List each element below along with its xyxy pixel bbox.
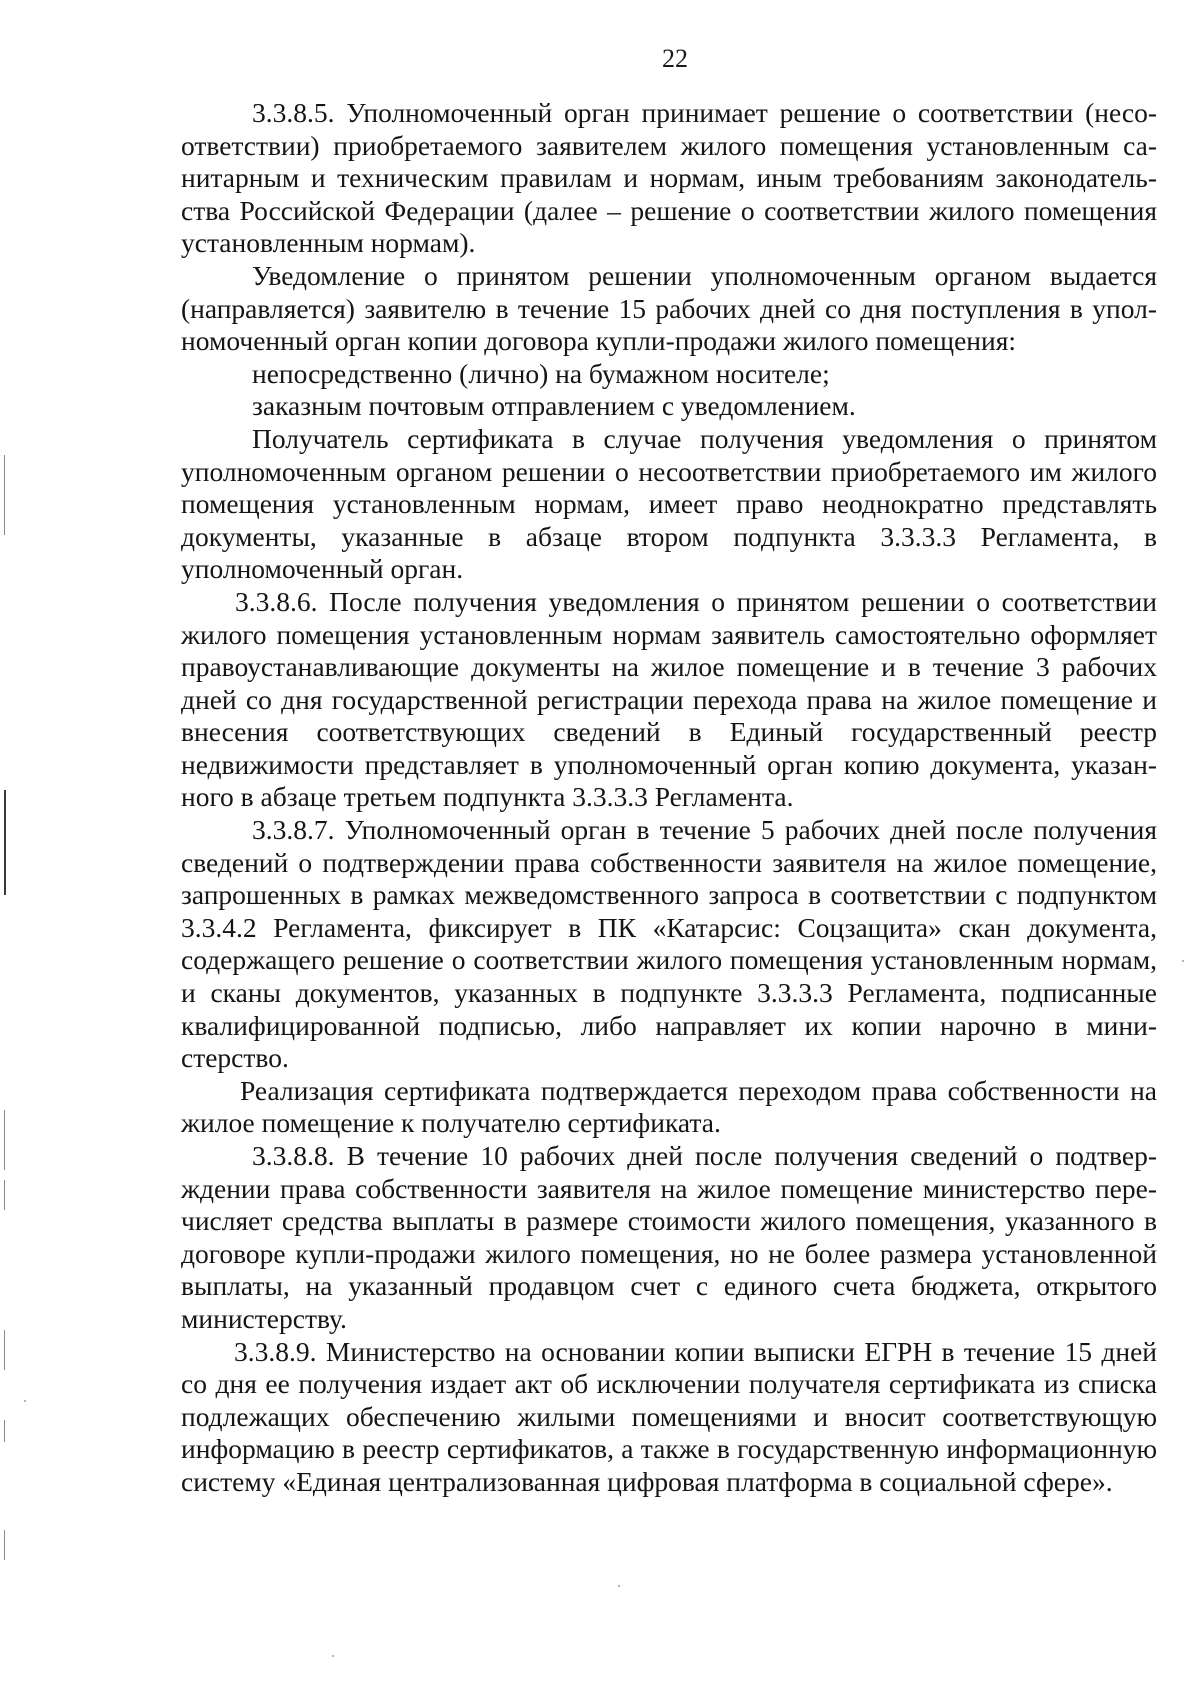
paragraph-certificate-realization: Реализация сертификата подтверждается переходом права собственности на жилое помещение к получателю сертификата. xyxy=(181,1074,1157,1139)
scan-edge-mark xyxy=(4,455,5,535)
scan-edge-mark xyxy=(4,1530,5,1560)
scan-speck xyxy=(618,1585,620,1587)
scan-speck xyxy=(1182,960,1184,962)
paragraph-3-3-8-6: 3.3.8.6. После получения уведомления о принятом решении о соответствии жилого помещения установленным нормам заявитель самостоятельно оформляет правоустанавливающие документы на жилое помещение и в течение 3 рабочих дней со дня государственной регистрации перехода права на жилое помещение и внесения соответствующих сведений в Единый государственный реестр недвижимости представляет в уполномоченный орган копию документа, указанного в абзаце третьем подпункта 3.3.3.3 Регламента. xyxy=(181,585,1157,813)
scan-edge-mark xyxy=(4,1110,5,1170)
scan-speck xyxy=(24,1400,26,1402)
scan-speck xyxy=(332,1655,334,1657)
paragraph-3-3-8-5: 3.3.8.5. Уполномоченный орган принимает решение о соответствии (несоответствии) приобретаемого заявителем жилого помещения установленным санитарным и техническим правилам и нормам, иным требованиям законодательства Российской Федерации (далее – решение о соответствии жилого помещения установленным нормам). xyxy=(181,97,1157,259)
scan-edge-mark xyxy=(4,790,6,895)
scan-edge-mark xyxy=(4,1330,5,1370)
document-body xyxy=(181,97,1157,1499)
paragraph-notification: Уведомление о принятом решении уполномоченным органом выдается (направляется) заявителю в течение 15 рабочих дней со дня поступления в уполномоченный орган копии договора купли-продажи жилого помещения: xyxy=(181,259,1157,357)
paragraph-3-3-8-9: 3.3.8.9. Министерство на основании копии выписки ЕГРН в течение 15 дней со дня ее получения издает акт об исключении получателя сертификата из списка подлежащих обеспечению жилыми помещениями и вносит соответствующую информацию в реестр сертификатов, а также в государственную информационную систему «Единая централизованная цифровая платформа в социальной сфере». xyxy=(181,1335,1157,1497)
scan-edge-mark xyxy=(4,1180,5,1210)
paragraph-certificate-recipient: Получатель сертификата в случае получения уведомления о принятом уполномоченным органом решении о несоответствии приобретаемого им жилого помещения установленным нормам, имеет право неоднократно представлять документы, указанные в абзаце втором подпункта 3.3.3.3 Регламента, в уполномоченный орган. xyxy=(181,422,1157,585)
page-number: 22 xyxy=(662,44,688,73)
scan-edge-mark xyxy=(4,1420,5,1442)
paragraph-3-3-8-8: 3.3.8.8. В течение 10 рабочих дней после получения сведений о подтверждении права собственности заявителя на жилое помещение министерство перечисляет средства выплаты в размере стоимости жилого помещения, указанного в договоре купли-продажи жилого помещения, но не более размера установленной выплаты, на указанный продавцом счет с единого счета бюджета, открытого министерству. xyxy=(181,1140,1157,1334)
list-item-registered-mail: заказным почтовым отправлением с уведомлением. xyxy=(252,390,856,422)
list-item-in-person: непосредственно (лично) на бумажном носителе; xyxy=(252,357,830,389)
paragraph-3-3-8-7: 3.3.8.7. Уполномоченный орган в течение 5 рабочих дней после получения сведений о подтверждении права собственности заявителя на жилое помещение, запрошенных в рамках межведомственного запроса в соответствии с подпунктом 3.3.4.2 Регламента, фиксирует в ПК «Катарсис: Соцзащита» скан документа, содержащего решение о соответствии жилого помещения установленным нормам, и сканы документов, указанных в подпункте 3.3.3.3 Регламента, подписанные квалифицированной подписью, либо направляет их копии нарочно в министерство. xyxy=(181,814,1157,1074)
